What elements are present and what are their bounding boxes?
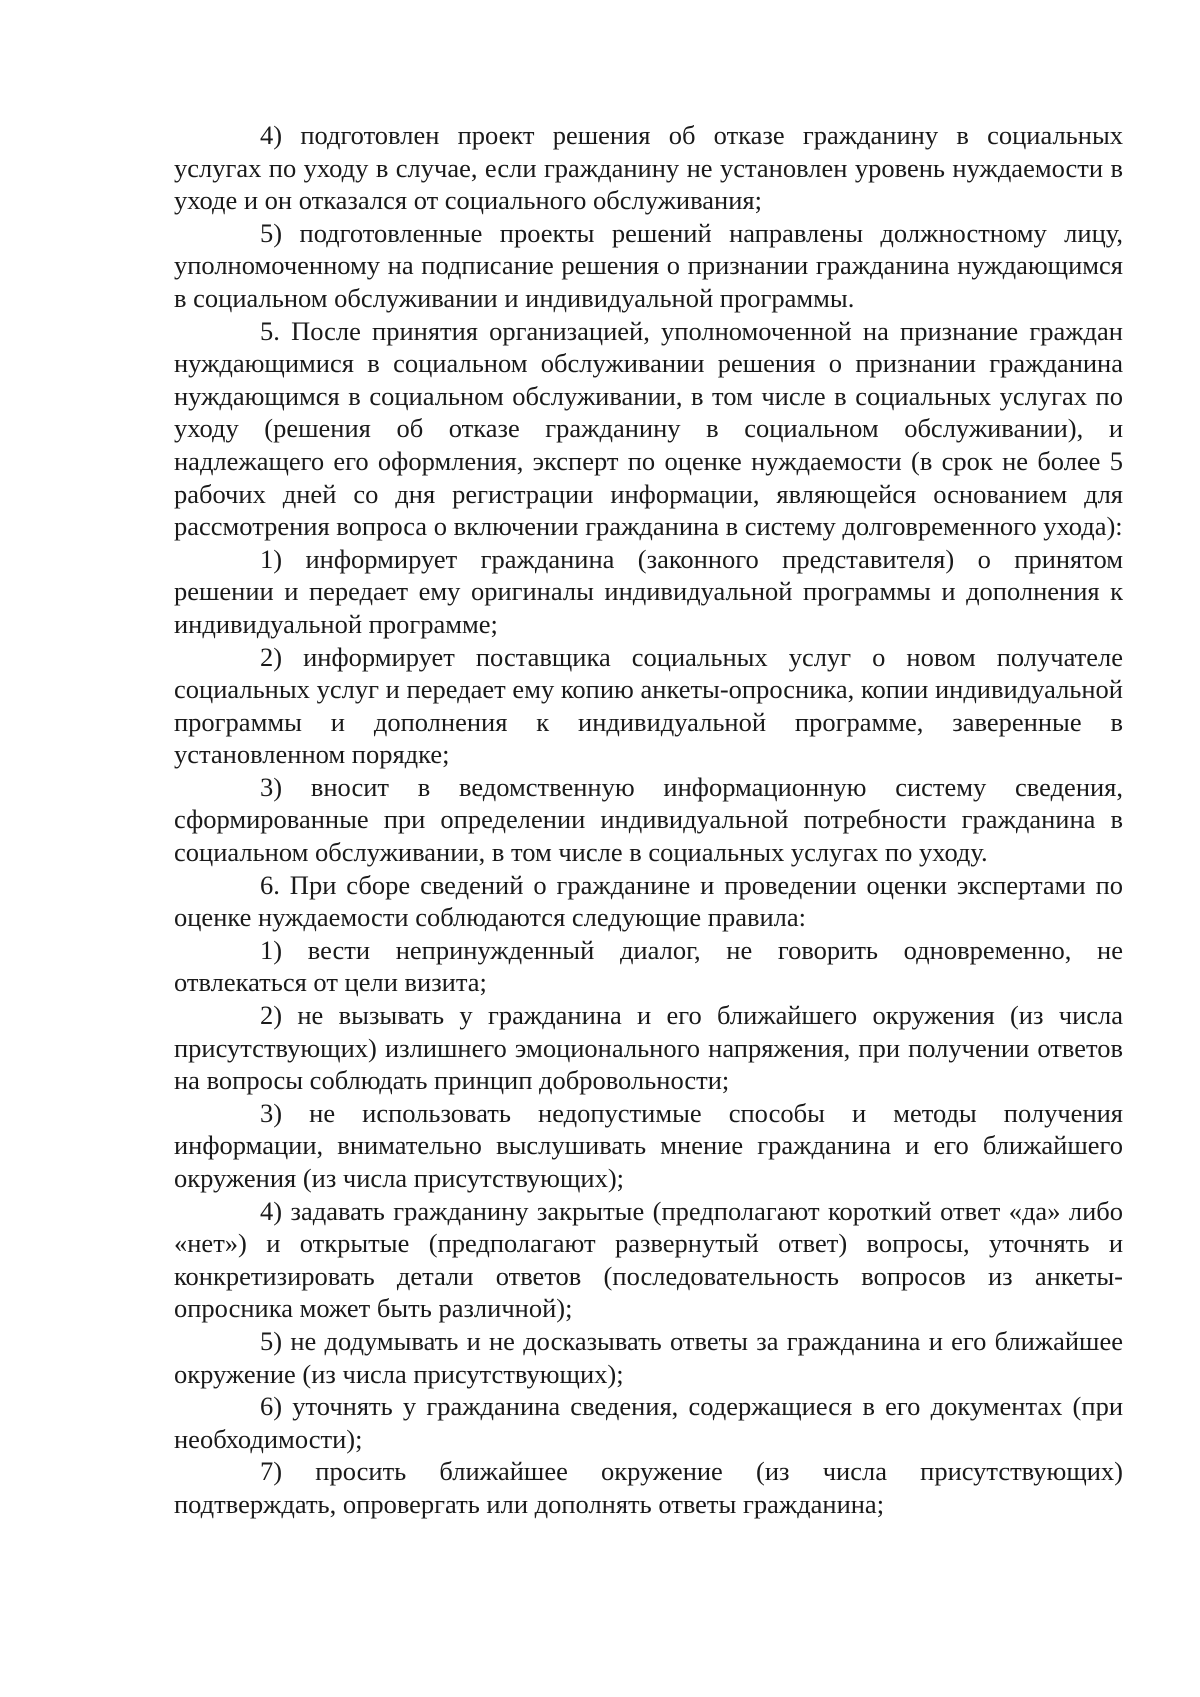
document-body [174,119,1123,1521]
paragraph-clause-5-item-1: 1) информирует гражданина (законного представителя) о принятом решении и передает ему оригиналы индивидуальной программы и дополнения к индивидуальной программе; [174,543,1123,639]
paragraph-clause-6-item-5: 5) не додумывать и не досказывать ответы за гражданина и его ближайшее окружение (из числа присутствующих); [174,1325,1123,1389]
paragraph-clause-6-item-1: 1) вести непринужденный диалог, не говорить одновременно, не отвлекаться от цели визита; [174,934,1123,998]
paragraph-clause-5: 5. После принятия организацией, уполномоченной на признание граждан нуждающимися в социальном обслуживании решения о признании гражданина нуждающимся в социальном обслуживании, в том числе в социальных услугах по уходу (решения об отказе гражданину в социальном обслуживании), и надлежащего его оформления, эксперт по оценке нуждаемости (в срок не более 5 рабочих дней со дня регистрации информации, являющейся основанием для рассмотрения вопроса о включении гражданина в систему долговременного ухода): [174,315,1123,542]
paragraph-clause-6-item-4: 4) задавать гражданину закрытые (предполагают короткий ответ «да» либо «нет») и открытые (предполагают развернутый ответ) вопросы, уточнять и конкретизировать детали ответов (последовательность вопросов из анкеты-опросника может быть различной); [174,1195,1123,1324]
paragraph-clause-5-item-2: 2) информирует поставщика социальных услуг о новом получателе социальных услуг и передает ему копию анкеты-опросника, копии индивидуальной программы и дополнения к индивидуальной программе, заверенные в установленном порядке; [174,641,1123,770]
paragraph-clause-6: 6. При сборе сведений о гражданине и проведении оценки экспертами по оценке нуждаемости соблюдаются следующие правила: [174,869,1123,933]
paragraph-item-5: 5) подготовленные проекты решений направлены должностному лицу, уполномоченному на подписание решения о признании гражданина нуждающимся в социальном обслуживании и индивидуальной программы. [174,217,1123,313]
paragraph-clause-6-item-2: 2) не вызывать у гражданина и его ближайшего окружения (из числа присутствующих) излишнего эмоционального напряжения, при получении ответов на вопросы соблюдать принцип добровольности; [174,1000,1123,1096]
paragraph-clause-6-item-3: 3) не использовать недопустимые способы и методы получения информации, внимательно выслушивать мнение гражданина и его ближайшего окружения (из числа присутствующих); [174,1097,1123,1193]
paragraph-clause-6-item-7: 7) просить ближайшее окружение (из числа присутствующих) подтверждать, опровергать или дополнять ответы гражданина; [174,1456,1123,1519]
paragraph-clause-5-item-3: 3) вносит в ведомственную информационную систему сведения, сформированные при определении индивидуальной потребности гражданина в социальном обслуживании, в том числе в социальных услугах по уходу. [174,771,1123,868]
paragraph-item-4: 4) подготовлен проект решения об отказе гражданину в социальных услугах по уходу в случае, если гражданину не установлен уровень нуждаемости в уходе и он отказался от социального обслуживания; [174,120,1123,216]
paragraph-clause-6-item-6: 6) уточнять у гражданина сведения, содержащиеся в его документах (при необходимости); [174,1391,1123,1454]
